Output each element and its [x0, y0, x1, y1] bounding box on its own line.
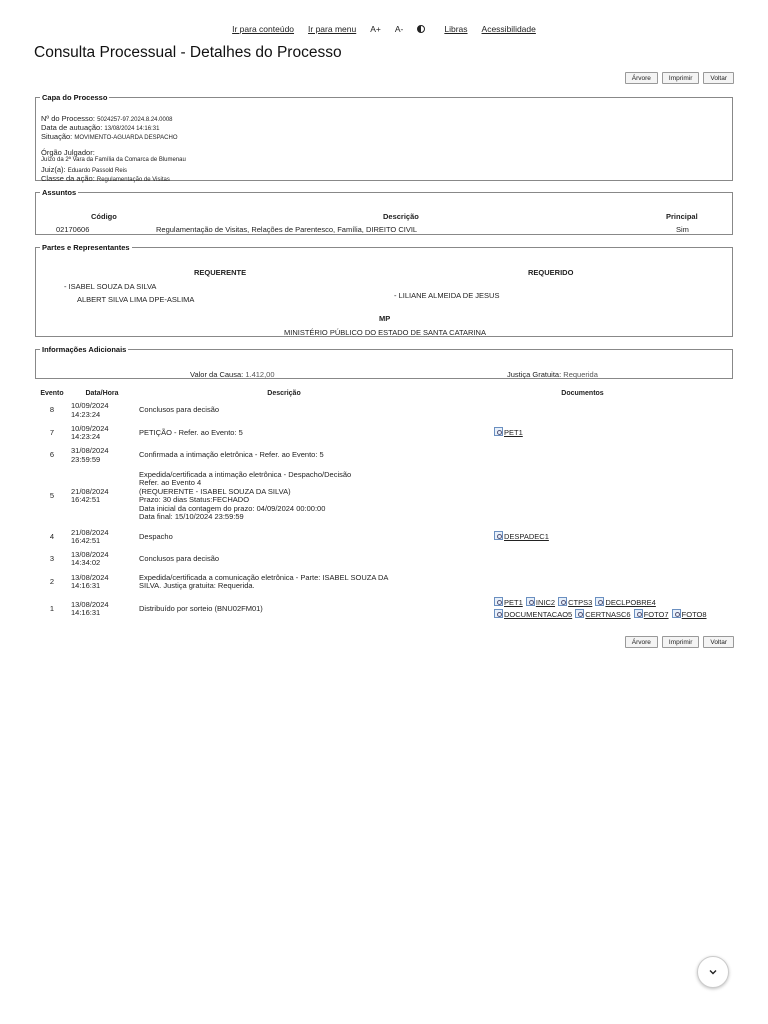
document-magnifier-icon	[595, 597, 604, 606]
requerido-header: REQUERIDO	[528, 268, 574, 277]
document-magnifier-icon	[558, 597, 567, 606]
situacao-value: MOVIMENTO-AGUARDA DESPACHO	[74, 135, 178, 141]
evento-time: 14:23:24	[71, 432, 101, 441]
mp-name: MINISTÉRIO PÚBLICO DO ESTADO DE SANTA CATARINA	[284, 328, 486, 337]
evento-descricao-line: (REQUERENTE - ISABEL SOUZA DA SILVA)	[139, 486, 291, 496]
evento-date: 13/08/2024	[71, 549, 109, 559]
evento-descricao-line: Data final: 15/10/2024 23:59:59	[139, 512, 244, 521]
evento-date: 10/09/2024	[71, 423, 109, 433]
page-title: Consulta Processual - Detalhes do Processo	[34, 44, 342, 61]
data-autuacao-row	[41, 123, 159, 132]
evento-time: 14:16:31	[71, 608, 101, 617]
evento-date: 13/08/2024	[71, 572, 109, 582]
accessibility-bar	[0, 23, 768, 35]
evento-time: 14:16:31	[71, 581, 101, 590]
evento-datetime	[68, 548, 136, 570]
evento-number: 7	[49, 427, 55, 437]
evento-date: 13/08/2024	[71, 599, 109, 609]
evento-descricao	[136, 548, 432, 570]
evento-date: 31/08/2024	[71, 446, 109, 455]
print-button[interactable]: Imprimir	[662, 72, 699, 84]
evento-datetime	[68, 400, 136, 421]
document-magnifier-icon	[672, 609, 681, 618]
document-magnifier-icon	[526, 597, 535, 606]
header-evento: Evento	[40, 389, 64, 397]
accessibility-link[interactable]: Acessibilidade	[481, 24, 536, 34]
header-descricao: Descrição	[267, 389, 301, 397]
evento-descricao-line: SILVA. Justiça gratuita: Requerida.	[139, 581, 255, 590]
evento-number: 2	[49, 576, 55, 586]
evento-descricao-line: Prazo: 30 dias Status:FECHADO	[139, 495, 250, 504]
document-link[interactable]	[494, 532, 549, 541]
evento-descricao	[136, 445, 432, 466]
assunto-codigo: 02170606	[56, 225, 90, 234]
evento-time: 23:59:59	[71, 454, 101, 464]
document-link-label: DESPADEC1	[504, 532, 549, 541]
skip-to-content-link[interactable]: Ir para conteúdo	[232, 24, 295, 34]
document-link-label: FOTO7	[643, 610, 669, 619]
document-magnifier-icon	[494, 597, 503, 606]
capa-legend: Capa do Processo	[42, 93, 108, 102]
assuntos-header-descricao: Descrição	[383, 212, 419, 221]
requerido-name: - LILIANE ALMEIDA DE JESUS	[394, 291, 500, 300]
evento-row	[36, 526, 733, 548]
print-button-bottom[interactable]: Imprimir	[662, 636, 699, 648]
document-magnifier-icon	[494, 427, 503, 436]
evento-row	[36, 445, 733, 466]
numero-label: Nº do Processo:	[41, 114, 96, 123]
evento-row	[36, 466, 733, 526]
evento-descricao-line: Refer. ao Evento 4	[139, 478, 202, 487]
evento-descricao	[136, 526, 432, 548]
evento-number: 1	[49, 603, 55, 613]
scroll-down-button[interactable]	[697, 956, 729, 988]
situacao-label: Situação:	[41, 132, 73, 141]
evento-documentos	[432, 421, 733, 445]
evento-documentos	[432, 466, 733, 526]
justica-gratuita-row	[507, 370, 598, 379]
back-button[interactable]: Voltar	[703, 72, 734, 84]
data-autuacao-value: 13/08/2024 14:16:31	[104, 126, 160, 132]
classe-label: Classe da ação:	[41, 174, 95, 183]
eventos-table	[36, 386, 733, 624]
valor-causa-row	[190, 370, 275, 379]
evento-descricao-line: Despacho	[139, 531, 173, 541]
numero-value: 5024257-97.2024.8.24.0008	[97, 117, 173, 123]
evento-time: 14:34:02	[71, 558, 101, 567]
document-link-label: CERTNASC6	[585, 610, 631, 619]
evento-row	[36, 400, 733, 421]
situacao-row	[41, 132, 178, 141]
evento-descricao-line: Confirmada a intimação eletrônica - Refer. ao Evento: 5	[139, 450, 324, 460]
document-link-label: FOTO8	[681, 610, 707, 619]
assuntos-legend: Assuntos	[42, 188, 77, 197]
evento-datetime	[68, 594, 136, 624]
juiz-label: Juiz(a):	[41, 165, 66, 174]
assunto-principal: Sim	[676, 225, 689, 234]
evento-descricao	[136, 594, 432, 624]
skip-to-menu-link[interactable]: Ir para menu	[308, 24, 357, 34]
classe-value: Regulamentação de Visitas	[96, 177, 170, 183]
valor-causa-label: Valor da Causa:	[190, 370, 244, 379]
orgao-value: Juízo da 2ª Vara da Família da Comarca de Blumenau	[41, 157, 186, 163]
font-decrease-button[interactable]: A-	[394, 24, 404, 34]
evento-row	[36, 570, 733, 594]
document-link[interactable]	[672, 610, 707, 619]
document-link[interactable]	[494, 598, 523, 607]
document-link[interactable]	[494, 428, 523, 437]
document-link[interactable]	[575, 610, 630, 619]
evento-descricao-line: Distribuído por sorteio (BNU02FM01)	[139, 603, 263, 613]
assuntos-section	[35, 188, 733, 235]
evento-descricao-line: Expedida/certificada a intimação eletrônica - Despacho/Decisão	[139, 469, 352, 479]
juiz-row	[41, 165, 127, 174]
document-link-label: PET1	[504, 428, 523, 437]
chevron-down-icon	[708, 967, 718, 977]
evento-row	[36, 548, 733, 570]
evento-documentos	[432, 570, 733, 594]
data-autuacao-label: Data de autuação:	[41, 123, 103, 132]
evento-datetime	[68, 421, 136, 445]
representante-name: ALBERT SILVA LIMA DPE-ASLIMA	[77, 295, 195, 304]
justica-gratuita-value: Requerida	[563, 370, 598, 379]
evento-datetime	[68, 570, 136, 594]
document-link[interactable]	[526, 598, 555, 607]
assuntos-header-codigo: Código	[91, 212, 117, 221]
document-link-label: CTPS3	[568, 598, 593, 607]
document-link[interactable]	[558, 598, 592, 607]
evento-datetime	[68, 526, 136, 548]
libras-link[interactable]: Libras	[444, 24, 468, 34]
evento-number: 3	[49, 553, 55, 563]
orgao-label: Órgão Julgador:	[41, 148, 95, 157]
bottom-button-row	[625, 636, 734, 648]
tree-button[interactable]: Árvore	[625, 72, 658, 84]
evento-descricao	[136, 400, 432, 421]
requerente-name: - ISABEL SOUZA DA SILVA	[64, 282, 157, 291]
classe-row	[41, 174, 170, 183]
document-magnifier-icon	[634, 609, 643, 618]
document-link-label: DOCUMENTACAO5	[504, 610, 573, 619]
document-link-label: DECLPOBRE4	[605, 598, 656, 607]
evento-documentos	[432, 445, 733, 466]
evento-row	[36, 594, 733, 624]
partes-section	[35, 243, 733, 337]
evento-time: 16:42:51	[71, 495, 101, 504]
evento-descricao	[136, 466, 432, 526]
evento-number: 5	[49, 490, 55, 500]
top-button-row	[625, 72, 734, 84]
evento-date: 21/08/2024	[71, 527, 109, 537]
evento-descricao-line: PETIÇÃO - Refer. ao Evento: 5	[139, 427, 243, 437]
document-magnifier-icon	[494, 531, 503, 540]
evento-documentos	[432, 400, 733, 421]
justica-gratuita-label: Justiça Gratuita:	[507, 370, 562, 379]
evento-descricao	[136, 570, 432, 594]
evento-descricao	[136, 421, 432, 445]
back-button-bottom[interactable]: Voltar	[703, 636, 734, 648]
document-link[interactable]	[595, 598, 655, 607]
document-link[interactable]	[494, 610, 572, 619]
capa-do-processo-section	[35, 93, 733, 181]
evento-descricao-line: Data inicial da contagem do prazo: 04/09/2024 00:00:00	[139, 503, 326, 513]
evento-documentos	[432, 548, 733, 570]
assunto-descricao: Regulamentação de Visitas, Relações de Parentesco, Família, DIREITO CIVIL	[156, 225, 418, 234]
document-link-label: PET1	[504, 598, 523, 607]
informacoes-adicionais-section	[35, 345, 733, 379]
evento-descricao-line: Conclusos para decisão	[139, 553, 220, 563]
evento-number: 4	[49, 531, 55, 541]
evento-descricao-line: Conclusos para decisão	[139, 405, 220, 415]
eventos-body	[36, 400, 733, 624]
evento-datetime	[68, 445, 136, 466]
document-magnifier-icon	[575, 609, 584, 618]
evento-time: 16:42:51	[71, 536, 101, 545]
partes-legend: Partes e Representantes	[42, 243, 130, 252]
evento-documentos	[432, 526, 733, 548]
assuntos-header-principal: Principal	[666, 212, 698, 221]
evento-date: 10/09/2024	[71, 401, 109, 410]
evento-time: 14:23:24	[71, 409, 101, 419]
evento-row	[36, 421, 733, 445]
info-legend: Informações Adicionais	[42, 345, 127, 354]
document-link[interactable]	[634, 610, 669, 619]
valor-causa-value: 1.412,00	[245, 370, 275, 379]
evento-date: 21/08/2024	[71, 486, 109, 496]
tree-button-bottom[interactable]: Árvore	[625, 636, 658, 648]
evento-number: 6	[49, 450, 55, 460]
evento-documentos	[432, 594, 733, 624]
eventos-header-row	[36, 386, 733, 400]
evento-datetime	[68, 466, 136, 526]
header-data-hora: Data/Hora	[85, 389, 119, 397]
requerente-header: REQUERENTE	[194, 268, 247, 277]
evento-number: 8	[49, 405, 55, 415]
document-link-label: INIC2	[535, 598, 556, 607]
header-documentos: Documentos	[561, 389, 604, 397]
document-magnifier-icon	[494, 609, 503, 618]
juiz-value: Eduardo Passold Reis	[67, 168, 128, 174]
numero-processo-row	[41, 114, 173, 123]
contrast-icon[interactable]	[417, 25, 425, 33]
evento-descricao-line: Expedida/certificada a comunicação eletrônica - Parte: ISABEL SOUZA DA	[139, 572, 389, 582]
font-increase-button[interactable]: A+	[370, 24, 381, 34]
mp-header: MP	[379, 314, 391, 323]
